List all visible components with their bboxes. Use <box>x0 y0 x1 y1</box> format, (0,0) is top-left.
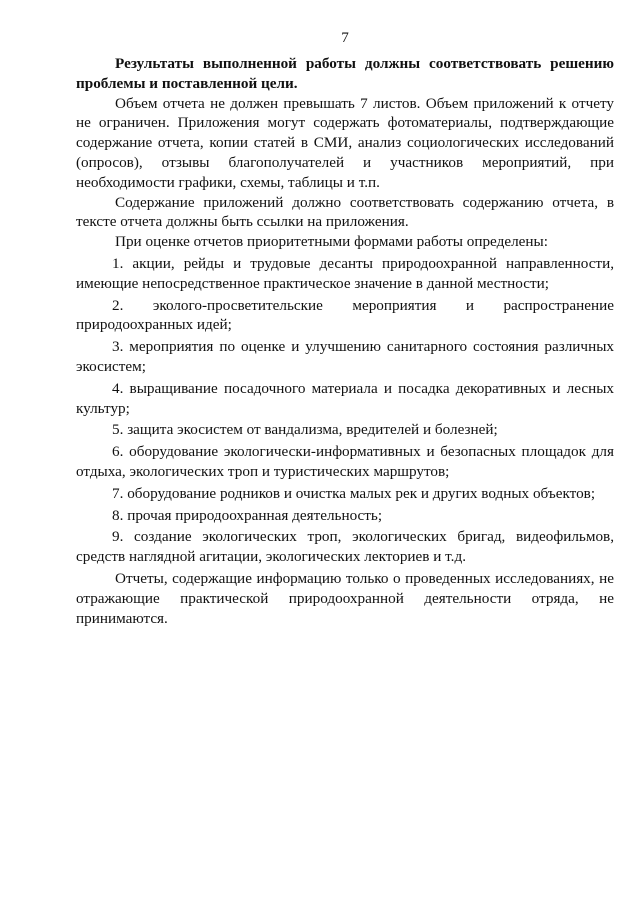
priority-list <box>76 254 614 567</box>
priority-list-item-1: 1. акции, рейды и трудовые десанты природоохранной направленности, имеющие непосредственное практическое значение в данной местности; <box>76 254 614 292</box>
appendix-paragraph: Содержание приложений должно соответствовать содержанию отчета, в тексте отчета должны быть ссылки на приложения. <box>76 193 614 231</box>
priority-list-item-3: 3. мероприятия по оценке и улучшению санитарного состояния различных экосистем; <box>76 338 614 375</box>
priority-list-item-8: 8. прочая природоохранная деятельность; <box>112 506 383 524</box>
priority-intro-paragraph: При оценке отчетов приоритетными формами работы определены: <box>115 233 548 251</box>
conclusion-paragraph: Отчеты, содержащие информацию только о проведенных исследованиях, не отражающие практической природоохранной деятельности отряда, не принимаются. <box>76 569 614 627</box>
priority-list-item-2: 2. эколого-просветительские мероприятия и распространение природоохранных идей; <box>76 296 614 334</box>
priority-list-item-6: 6. оборудование экологически-информативных и безопасных площадок для отдыха, экологических троп и туристических маршрутов; <box>76 443 614 480</box>
priority-list-item-7: 7. оборудование родников и очистка малых рек и других водных объектов; <box>112 484 596 502</box>
results-paragraph: Результаты выполненной работы должны соответствовать решению проблемы и поставленной цели. <box>76 55 614 92</box>
document-page <box>76 28 614 628</box>
priority-list-item-4: 4. выращивание посадочного материала и посадка декоративных и лесных культур; <box>76 379 614 417</box>
volume-paragraph: Объем отчета не должен превышать 7 листов. Объем приложений к отчету не ограничен. Приложения могут содержать фотоматериалы, подтверждающие содержание отчета, копии статей в СМИ, анализ социологических исследований (опросов), отзывы благополучателей и участников мероприятий, при необходимости графики, схемы, таблицы и т.п. <box>76 94 614 191</box>
priority-list-item-9: 9. создание экологических троп, экологических бригад, видеофильмов, средств наглядной агитации, экологических лекториев и т.д. <box>76 528 614 566</box>
priority-list-item-5: 5. защита экосистем от вандализма, вредителей и болезней; <box>112 421 498 439</box>
page-number: 7 <box>341 29 349 46</box>
